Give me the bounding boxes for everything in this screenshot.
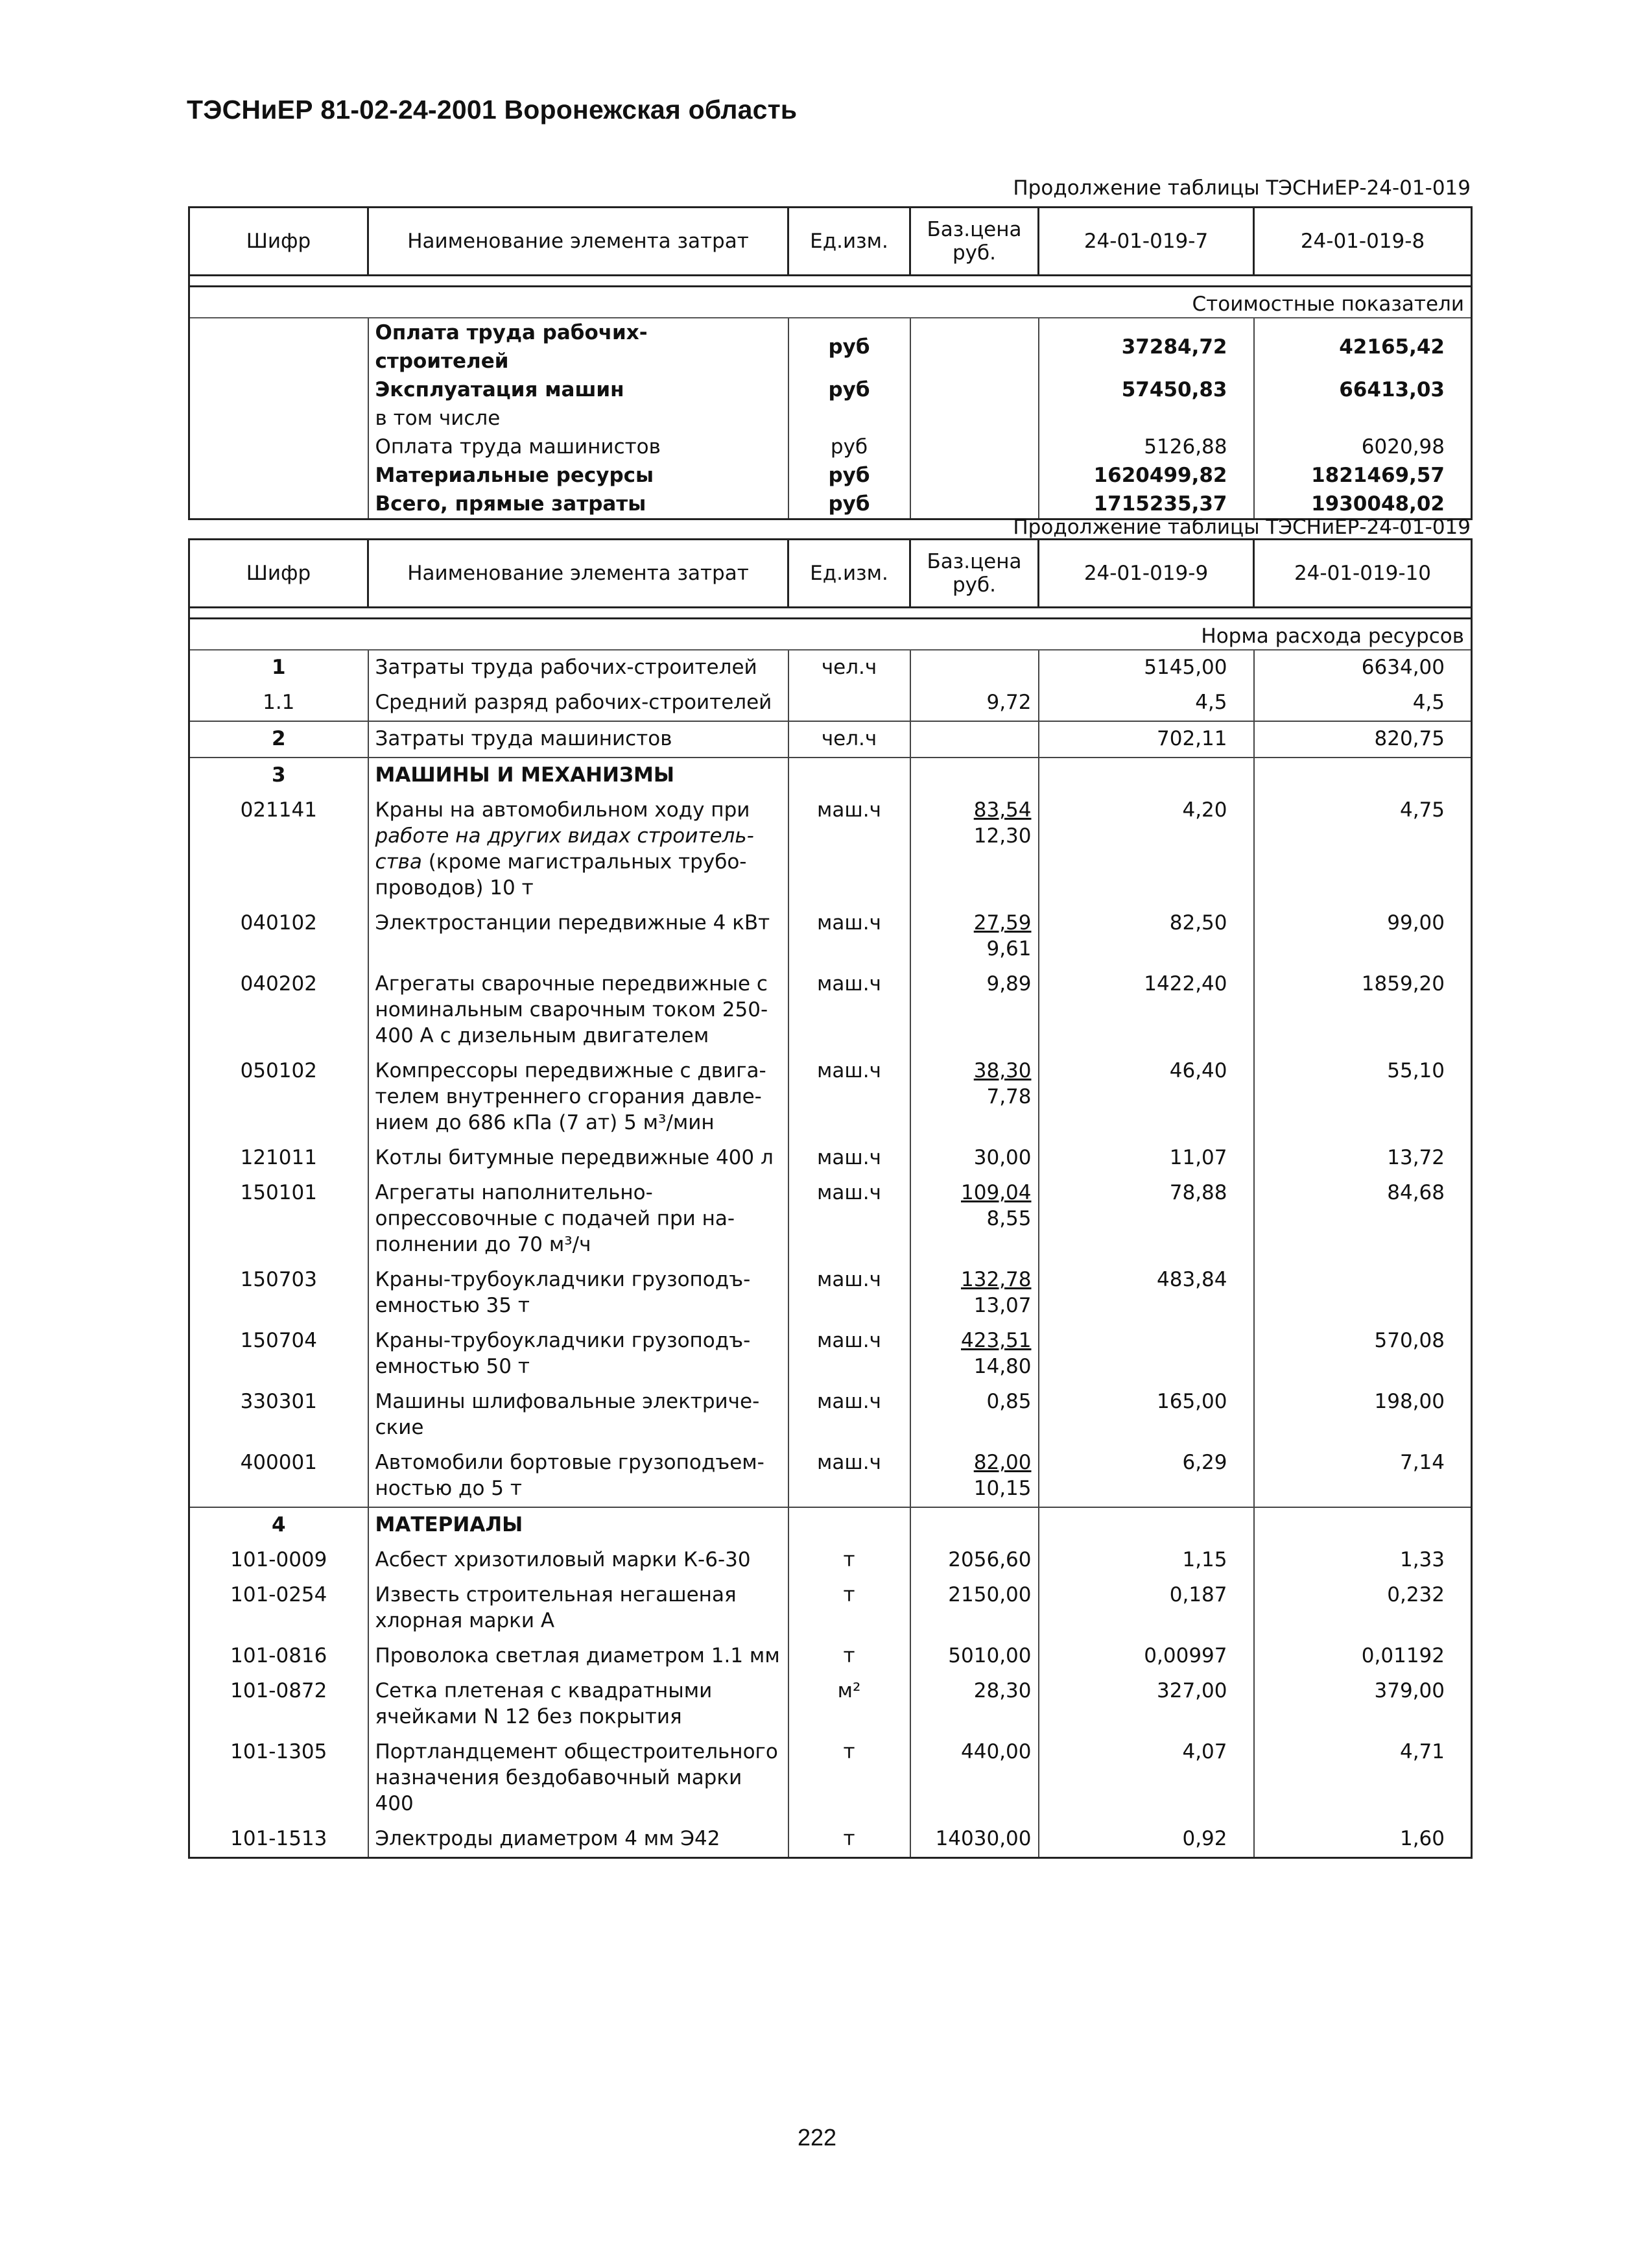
cell-norm-1: 4,20 xyxy=(1039,793,1254,906)
cell-base-price xyxy=(910,1385,1039,1446)
table-row xyxy=(189,433,1472,461)
base-price-main: 9,89 xyxy=(986,972,1032,996)
cell-name: Агрегаты наполнительно-опрессовочные с подачей при на-полнении до 70 м³/ч xyxy=(368,1176,788,1263)
cell-code: 121011 xyxy=(189,1141,368,1176)
table-row xyxy=(189,1141,1472,1176)
cell-name-italic-part: работе на других видах строитель-ства xyxy=(375,824,754,874)
col-header-norm-1: 24-01-019-9 xyxy=(1039,540,1254,608)
cell-name: Всего, прямые затраты xyxy=(368,490,788,519)
cell-code: 1.1 xyxy=(189,686,368,721)
base-price-main: 14030,00 xyxy=(935,1827,1032,1850)
table2-header-row xyxy=(189,540,1472,608)
cell-base-price xyxy=(910,433,1039,461)
cell-unit: чел.ч xyxy=(788,721,910,758)
table2-body xyxy=(189,650,1472,1858)
base-price-main: 27,59 xyxy=(973,911,1032,935)
cell-unit: маш.ч xyxy=(788,1385,910,1446)
table-row xyxy=(189,793,1472,906)
cell-norm-2: 1859,20 xyxy=(1254,967,1472,1054)
cell-unit xyxy=(788,758,910,793)
base-price-main: 28,30 xyxy=(973,1679,1032,1702)
cell-unit: руб xyxy=(788,318,910,376)
table-row xyxy=(189,1822,1472,1858)
table-row xyxy=(189,1674,1472,1735)
cell-norm-1: 165,00 xyxy=(1039,1385,1254,1446)
cell-base-price xyxy=(910,1578,1039,1639)
cell-base-price xyxy=(910,1263,1039,1324)
cell-code: 150101 xyxy=(189,1176,368,1263)
table-row xyxy=(189,967,1472,1054)
cell-base-price xyxy=(910,1543,1039,1578)
table-row xyxy=(189,686,1472,721)
col-header-norm-2: 24-01-019-10 xyxy=(1254,540,1472,608)
table2-continuation-note: Продолжение таблицы ТЭСНиЕР-24-01-019 xyxy=(1013,516,1471,539)
table-row xyxy=(189,1543,1472,1578)
base-price-main: 2056,60 xyxy=(948,1548,1032,1571)
cell-unit: руб xyxy=(788,376,910,404)
cell-unit: т xyxy=(788,1735,910,1822)
cell-norm-2 xyxy=(1254,404,1472,433)
cell-name: Оплата труда рабочих-строителей xyxy=(368,318,788,376)
cell-code: 040202 xyxy=(189,967,368,1054)
cell-code: 101-1513 xyxy=(189,1822,368,1858)
col-header-code: Шифр xyxy=(189,540,368,608)
cell-norm-1: 46,40 xyxy=(1039,1054,1254,1141)
cell-unit: м² xyxy=(788,1674,910,1735)
base-price-main: 83,54 xyxy=(973,798,1032,822)
cell-norm-2 xyxy=(1254,1263,1472,1324)
cell-norm-2: 820,75 xyxy=(1254,721,1472,758)
table-row xyxy=(189,906,1472,967)
cell-code: 150703 xyxy=(189,1263,368,1324)
cell-base-price xyxy=(910,1324,1039,1385)
cell-norm-2: 13,72 xyxy=(1254,1141,1472,1176)
cell-base-price xyxy=(910,906,1039,967)
base-price-machinist: 8,55 xyxy=(986,1207,1032,1230)
cell-base-price xyxy=(910,318,1039,376)
base-price-machinist: 10,15 xyxy=(973,1477,1032,1500)
cell-norm-1: 483,84 xyxy=(1039,1263,1254,1324)
cell-base-price xyxy=(910,376,1039,404)
cell-name: Асбест хризотиловый марки К-6-30 xyxy=(368,1543,788,1578)
cell-name: МАТЕРИАЛЫ xyxy=(368,1507,788,1543)
col-header-base-price: Баз.цена руб. xyxy=(910,208,1039,276)
table-row xyxy=(189,721,1472,758)
cell-code: 040102 xyxy=(189,906,368,967)
base-price-machinist: 14,80 xyxy=(973,1355,1032,1378)
cell-code: 4 xyxy=(189,1507,368,1543)
cell-name: Электроды диаметром 4 мм Э42 xyxy=(368,1822,788,1858)
cell-code: 101-0254 xyxy=(189,1578,368,1639)
table-row xyxy=(189,1176,1472,1263)
cell-norm-2 xyxy=(1254,758,1472,793)
cell-code: 1 xyxy=(189,650,368,686)
cell-name: Портландцемент общестроительного назначения бездобавочный марки 400 xyxy=(368,1735,788,1822)
cell-norm-2: 4,75 xyxy=(1254,793,1472,906)
base-price-main: 2150,00 xyxy=(948,1583,1032,1606)
cell-norm-2: 1930048,02 xyxy=(1254,490,1472,519)
cell-base-price xyxy=(910,1507,1039,1543)
table-row xyxy=(189,404,1472,433)
cell-norm-2: 198,00 xyxy=(1254,1385,1472,1446)
col-header-unit: Ед.изм. xyxy=(788,540,910,608)
col-header-unit: Ед.изм. xyxy=(788,208,910,276)
cell-norm-2: 66413,03 xyxy=(1254,376,1472,404)
base-price-machinist: 12,30 xyxy=(973,824,1032,848)
cell-code xyxy=(189,404,368,433)
cell-name: Материальные ресурсы xyxy=(368,461,788,490)
cell-norm-2: 6634,00 xyxy=(1254,650,1472,686)
cell-unit: руб xyxy=(788,433,910,461)
cell-name: Затраты труда рабочих-строителей xyxy=(368,650,788,686)
cell-norm-1: 78,88 xyxy=(1039,1176,1254,1263)
cell-name-part: Краны на автомобильном ходу при xyxy=(375,798,750,822)
cell-code xyxy=(189,490,368,519)
table-row xyxy=(189,758,1472,793)
cell-norm-1 xyxy=(1039,1324,1254,1385)
base-price-main: 132,78 xyxy=(961,1268,1032,1291)
col-header-code: Шифр xyxy=(189,208,368,276)
cell-name: Сетка плетеная с квадратными ячейками N 12 без покрытия xyxy=(368,1674,788,1735)
cell-unit: маш.ч xyxy=(788,906,910,967)
table-row xyxy=(189,1324,1472,1385)
cell-name: Краны-трубоукладчики грузоподъ-емностью 35 т xyxy=(368,1263,788,1324)
cell-code: 101-1305 xyxy=(189,1735,368,1822)
cell-name: в том числе xyxy=(368,404,788,433)
cell-norm-2 xyxy=(1254,1507,1472,1543)
cell-base-price xyxy=(910,1176,1039,1263)
cell-base-price xyxy=(910,686,1039,721)
cell-base-price xyxy=(910,758,1039,793)
cell-norm-2: 4,71 xyxy=(1254,1735,1472,1822)
cell-norm-1: 11,07 xyxy=(1039,1141,1254,1176)
cell-unit: маш.ч xyxy=(788,1141,910,1176)
cell-code: 021141 xyxy=(189,793,368,906)
cell-norm-1: 37284,72 xyxy=(1039,318,1254,376)
table1-continuation-note: Продолжение таблицы ТЭСНиЕР-24-01-019 xyxy=(1013,176,1471,200)
base-price-machinist: 9,61 xyxy=(986,937,1032,961)
cell-base-price xyxy=(910,461,1039,490)
cell-name: МАШИНЫ И МЕХАНИЗМЫ xyxy=(368,758,788,793)
cell-norm-1: 5126,88 xyxy=(1039,433,1254,461)
table-row xyxy=(189,1054,1472,1141)
cell-code xyxy=(189,318,368,376)
cell-norm-2: 0,01192 xyxy=(1254,1639,1472,1674)
cell-unit: маш.ч xyxy=(788,1446,910,1507)
cell-unit: маш.ч xyxy=(788,1263,910,1324)
cell-base-price xyxy=(910,1054,1039,1141)
cell-code: 2 xyxy=(189,721,368,758)
cell-code xyxy=(189,376,368,404)
cell-name: Автомобили бортовые грузоподъем-ностью до 5 т xyxy=(368,1446,788,1507)
cell-norm-1: 6,29 xyxy=(1039,1446,1254,1507)
cell-norm-1: 327,00 xyxy=(1039,1674,1254,1735)
document-title: ТЭСНиЕР 81-02-24-2001 Воронежская область xyxy=(187,95,798,125)
base-price-main: 0,85 xyxy=(986,1390,1032,1413)
section-title-norms: Норма расхода ресурсов xyxy=(189,619,1472,651)
cell-norm-1 xyxy=(1039,758,1254,793)
cell-norm-2: 1821469,57 xyxy=(1254,461,1472,490)
table-row xyxy=(189,1639,1472,1674)
cell-norm-2: 379,00 xyxy=(1254,1674,1472,1735)
cell-unit: руб xyxy=(788,490,910,519)
cell-norm-1 xyxy=(1039,404,1254,433)
base-price-main: 9,72 xyxy=(986,691,1032,714)
cell-base-price xyxy=(910,490,1039,519)
cell-unit: маш.ч xyxy=(788,793,910,906)
table-row xyxy=(189,1385,1472,1446)
cell-code xyxy=(189,433,368,461)
cell-code: 101-0872 xyxy=(189,1674,368,1735)
cell-norm-1: 82,50 xyxy=(1039,906,1254,967)
cell-base-price xyxy=(910,1639,1039,1674)
cell-norm-2: 0,232 xyxy=(1254,1578,1472,1639)
table-row xyxy=(189,1578,1472,1639)
base-price-main: 440,00 xyxy=(961,1740,1032,1763)
cell-unit: т xyxy=(788,1543,910,1578)
cell-unit: т xyxy=(788,1822,910,1858)
cell-norm-1: 702,11 xyxy=(1039,721,1254,758)
cell-unit: чел.ч xyxy=(788,650,910,686)
cell-base-price xyxy=(910,793,1039,906)
cell-base-price xyxy=(910,721,1039,758)
cell-norm-1: 0,187 xyxy=(1039,1578,1254,1639)
cell-name: Известь строительная негашеная хлорная марки А xyxy=(368,1578,788,1639)
cell-unit: руб xyxy=(788,461,910,490)
table-row xyxy=(189,1735,1472,1822)
cell-norm-2: 42165,42 xyxy=(1254,318,1472,376)
cell-unit xyxy=(788,1507,910,1543)
table-row xyxy=(189,376,1472,404)
base-price-machinist: 7,78 xyxy=(986,1085,1032,1108)
cell-norm-1: 0,00997 xyxy=(1039,1639,1254,1674)
cell-norm-1 xyxy=(1039,1507,1254,1543)
cell-unit xyxy=(788,404,910,433)
base-price-main: 38,30 xyxy=(973,1059,1032,1082)
cell-base-price xyxy=(910,967,1039,1054)
cell-base-price xyxy=(910,1822,1039,1858)
cell-base-price xyxy=(910,650,1039,686)
cell-norm-2: 84,68 xyxy=(1254,1176,1472,1263)
col-header-base-price: Баз.цена руб. xyxy=(910,540,1039,608)
table-row xyxy=(189,1507,1472,1543)
cell-unit: т xyxy=(788,1578,910,1639)
cell-code: 3 xyxy=(189,758,368,793)
cell-norm-1: 1422,40 xyxy=(1039,967,1254,1054)
cell-code: 330301 xyxy=(189,1385,368,1446)
cell-unit xyxy=(788,686,910,721)
resource-norms-table xyxy=(188,538,1473,1859)
cell-norm-2: 570,08 xyxy=(1254,1324,1472,1385)
base-price-main: 423,51 xyxy=(961,1329,1032,1352)
base-price-main: 30,00 xyxy=(973,1146,1032,1169)
table-row xyxy=(189,490,1472,519)
base-price-main: 109,04 xyxy=(961,1181,1032,1204)
col-header-norm-1: 24-01-019-7 xyxy=(1039,208,1254,276)
cell-norm-2: 7,14 xyxy=(1254,1446,1472,1507)
table-row xyxy=(189,1446,1472,1507)
table1-body xyxy=(189,318,1472,519)
cell-unit: маш.ч xyxy=(788,1054,910,1141)
cell-name: Эксплуатация машин xyxy=(368,376,788,404)
cell-unit: т xyxy=(788,1639,910,1674)
cell-norm-2: 6020,98 xyxy=(1254,433,1472,461)
col-header-name: Наименование элемента затрат xyxy=(368,540,788,608)
cell-name: Затраты труда машинистов xyxy=(368,721,788,758)
cell-code: 101-0009 xyxy=(189,1543,368,1578)
base-price-machinist: 13,07 xyxy=(973,1294,1032,1317)
cell-code: 101-0816 xyxy=(189,1639,368,1674)
cell-name: Проволока светлая диаметром 1.1 мм xyxy=(368,1639,788,1674)
cell-norm-1: 4,5 xyxy=(1039,686,1254,721)
cell-name: Машины шлифовальные электриче-ские xyxy=(368,1385,788,1446)
col-header-norm-2: 24-01-019-8 xyxy=(1254,208,1472,276)
cell-name: Оплата труда машинистов xyxy=(368,433,788,461)
cell-code: 400001 xyxy=(189,1446,368,1507)
cell-unit: маш.ч xyxy=(788,967,910,1054)
cell-norm-1: 1620499,82 xyxy=(1039,461,1254,490)
cell-norm-1: 5145,00 xyxy=(1039,650,1254,686)
cell-base-price xyxy=(910,1446,1039,1507)
cell-norm-1: 57450,83 xyxy=(1039,376,1254,404)
cell-name-part: (кроме магистральных трубо-проводов) 10 т xyxy=(375,850,747,900)
cell-norm-2: 4,5 xyxy=(1254,686,1472,721)
cell-norm-1: 1,15 xyxy=(1039,1543,1254,1578)
cell-name: Компрессоры передвижные с двига-телем внутреннего сгорания давле-нием до 686 кПа (7 ат) 5 м³/мин xyxy=(368,1054,788,1141)
table-row xyxy=(189,1263,1472,1324)
cell-norm-1: 4,07 xyxy=(1039,1735,1254,1822)
cell-name: Агрегаты сварочные передвижные с номинальным сварочным током 250-400 А с дизельным двигателем xyxy=(368,967,788,1054)
cell-base-price xyxy=(910,1141,1039,1176)
table-row xyxy=(189,461,1472,490)
section-title-cost: Стоимостные показатели xyxy=(189,287,1472,318)
cell-base-price xyxy=(910,404,1039,433)
base-price-main: 5010,00 xyxy=(948,1644,1032,1667)
cell-name: Средний разряд рабочих-строителей xyxy=(368,686,788,721)
cell-name xyxy=(368,793,788,906)
cell-base-price xyxy=(910,1674,1039,1735)
cell-norm-2: 1,60 xyxy=(1254,1822,1472,1858)
table1-header-row xyxy=(189,208,1472,276)
cell-name: Котлы битумные передвижные 400 л xyxy=(368,1141,788,1176)
cell-code: 050102 xyxy=(189,1054,368,1141)
cell-norm-1: 1715235,37 xyxy=(1039,490,1254,519)
cell-unit: маш.ч xyxy=(788,1324,910,1385)
cell-name: Электростанции передвижные 4 кВт xyxy=(368,906,788,967)
cell-norm-2: 99,00 xyxy=(1254,906,1472,967)
cell-base-price xyxy=(910,1735,1039,1822)
cell-norm-2: 1,33 xyxy=(1254,1543,1472,1578)
cost-indicators-table xyxy=(188,206,1473,520)
col-header-name: Наименование элемента затрат xyxy=(368,208,788,276)
base-price-main: 82,00 xyxy=(973,1451,1032,1474)
page-number: 222 xyxy=(797,2124,837,2151)
table-row xyxy=(189,650,1472,686)
cell-code: 150704 xyxy=(189,1324,368,1385)
table-row xyxy=(189,318,1472,376)
cell-norm-2: 55,10 xyxy=(1254,1054,1472,1141)
cell-code xyxy=(189,461,368,490)
cell-norm-1: 0,92 xyxy=(1039,1822,1254,1858)
cell-name: Краны-трубоукладчики грузоподъ-емностью 50 т xyxy=(368,1324,788,1385)
cell-unit: маш.ч xyxy=(788,1176,910,1263)
